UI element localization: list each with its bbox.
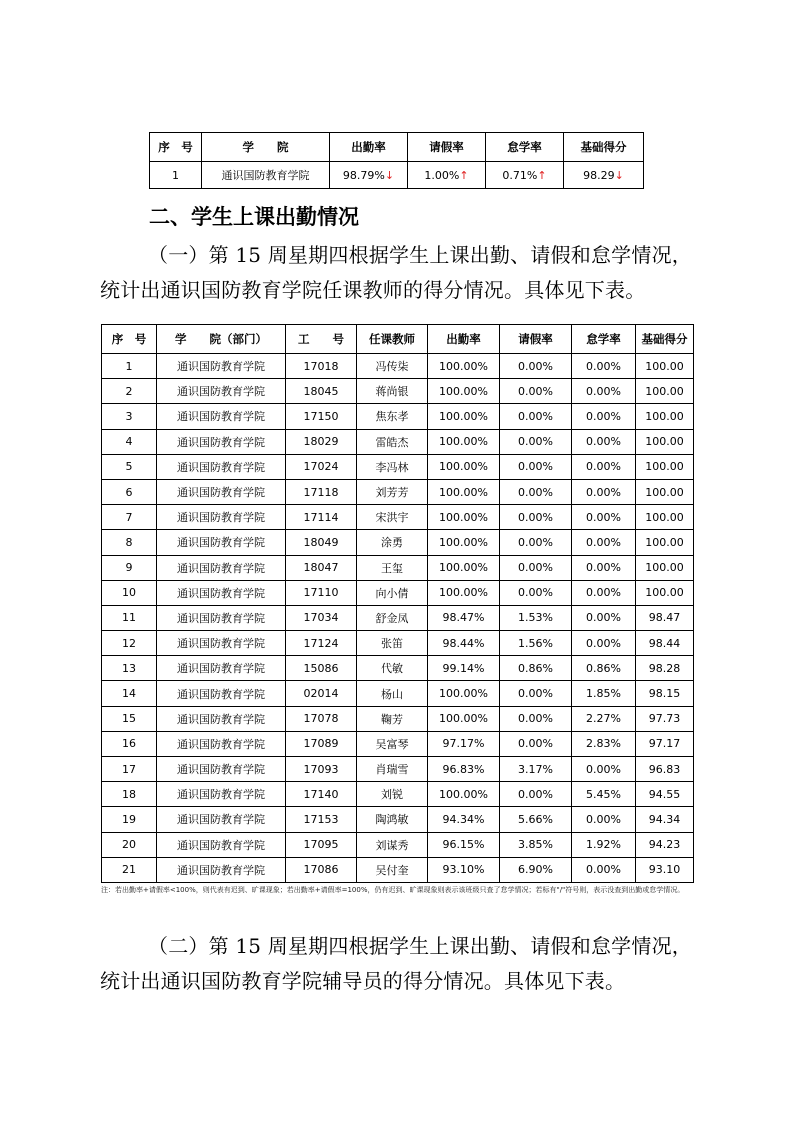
row-truancy: 0.00% bbox=[572, 605, 636, 630]
paragraph-line: 统计出通识国防教育学院任课教师的得分情况。具体见下表。 bbox=[100, 278, 646, 302]
row-truancy: 0.00% bbox=[572, 631, 636, 656]
header-staff-id: 工 号 bbox=[286, 325, 357, 354]
row-college: 通识国防教育学院 bbox=[157, 757, 286, 782]
row-attendance: 100.00% bbox=[428, 681, 500, 706]
table-row bbox=[102, 832, 694, 857]
teacher-table-body bbox=[102, 354, 694, 883]
row-staff-id: 17018 bbox=[286, 354, 357, 379]
row-attendance: 100.00% bbox=[428, 354, 500, 379]
row-index: 3 bbox=[102, 404, 157, 429]
row-truancy: 0.00% bbox=[572, 807, 636, 832]
table-row bbox=[102, 731, 694, 756]
header-attendance: 出勤率 bbox=[428, 325, 500, 354]
row-leave: 6.90% bbox=[500, 857, 572, 882]
row-attendance: 100.00% bbox=[428, 454, 500, 479]
row-truancy: 0.00% bbox=[572, 530, 636, 555]
row-leave: 0.00% bbox=[500, 429, 572, 454]
row-score: 100.00 bbox=[636, 505, 694, 530]
table-row bbox=[102, 757, 694, 782]
row-index: 4 bbox=[102, 429, 157, 454]
row-score: 98.44 bbox=[636, 631, 694, 656]
row-score: 100.00 bbox=[636, 429, 694, 454]
teacher-header-row bbox=[102, 325, 694, 354]
row-staff-id: 18049 bbox=[286, 530, 357, 555]
row-staff-id: 17034 bbox=[286, 605, 357, 630]
row-college: 通识国防教育学院 bbox=[157, 631, 286, 656]
row-attendance: 94.34% bbox=[428, 807, 500, 832]
paragraph-line: （二）第 15 周星期四根据学生上课出勤、请假和怠学情况， bbox=[148, 934, 692, 958]
row-score: 93.10 bbox=[636, 857, 694, 882]
row-truancy: 0.00% bbox=[572, 404, 636, 429]
row-teacher: 杨山 bbox=[357, 681, 428, 706]
summary-leave: 1.00% bbox=[424, 168, 460, 182]
row-leave: 0.00% bbox=[500, 731, 572, 756]
row-teacher: 涂勇 bbox=[357, 530, 428, 555]
row-attendance: 100.00% bbox=[428, 782, 500, 807]
row-college: 通识国防教育学院 bbox=[157, 580, 286, 605]
row-teacher: 代敏 bbox=[357, 656, 428, 681]
row-teacher: 刘谋秀 bbox=[357, 832, 428, 857]
row-attendance: 97.17% bbox=[428, 731, 500, 756]
row-attendance: 98.47% bbox=[428, 605, 500, 630]
table-row bbox=[102, 605, 694, 630]
row-index: 13 bbox=[102, 656, 157, 681]
header-attendance: 出勤率 bbox=[330, 133, 408, 162]
row-college: 通识国防教育学院 bbox=[157, 379, 286, 404]
row-index: 1 bbox=[102, 354, 157, 379]
row-score: 94.23 bbox=[636, 832, 694, 857]
row-score: 98.15 bbox=[636, 681, 694, 706]
row-score: 100.00 bbox=[636, 379, 694, 404]
header-index: 序 号 bbox=[150, 133, 202, 162]
summary-attendance: 98.79% bbox=[342, 168, 385, 182]
summary-truancy: 0.71% bbox=[502, 168, 538, 182]
row-leave: 0.00% bbox=[500, 479, 572, 504]
row-staff-id: 17093 bbox=[286, 757, 357, 782]
row-college: 通识国防教育学院 bbox=[157, 706, 286, 731]
summary-truancy-cell bbox=[486, 162, 564, 189]
row-attendance: 96.15% bbox=[428, 832, 500, 857]
row-index: 17 bbox=[102, 757, 157, 782]
row-truancy: 5.45% bbox=[572, 782, 636, 807]
row-score: 98.28 bbox=[636, 656, 694, 681]
table-row bbox=[102, 505, 694, 530]
row-truancy: 0.00% bbox=[572, 354, 636, 379]
row-teacher: 吴富琴 bbox=[357, 731, 428, 756]
row-truancy: 2.83% bbox=[572, 731, 636, 756]
row-score: 100.00 bbox=[636, 479, 694, 504]
row-index: 19 bbox=[102, 807, 157, 832]
table-row bbox=[102, 379, 694, 404]
row-score: 100.00 bbox=[636, 555, 694, 580]
summary-table bbox=[149, 132, 644, 189]
row-college: 通识国防教育学院 bbox=[157, 656, 286, 681]
row-index: 2 bbox=[102, 379, 157, 404]
row-college: 通识国防教育学院 bbox=[157, 429, 286, 454]
row-truancy: 0.00% bbox=[572, 505, 636, 530]
row-college: 通识国防教育学院 bbox=[157, 782, 286, 807]
row-college: 通识国防教育学院 bbox=[157, 404, 286, 429]
row-teacher: 刘锐 bbox=[357, 782, 428, 807]
row-leave: 0.86% bbox=[500, 656, 572, 681]
row-teacher: 鞠芳 bbox=[357, 706, 428, 731]
row-staff-id: 17078 bbox=[286, 706, 357, 731]
summary-row bbox=[150, 162, 644, 189]
summary-header-row bbox=[150, 133, 644, 162]
arrow-down-icon: ↓ bbox=[614, 168, 624, 182]
header-leave: 请假率 bbox=[500, 325, 572, 354]
row-teacher: 吴付奎 bbox=[357, 857, 428, 882]
row-leave: 1.53% bbox=[500, 605, 572, 630]
header-index: 序 号 bbox=[102, 325, 157, 354]
row-truancy: 0.00% bbox=[572, 479, 636, 504]
row-truancy: 0.86% bbox=[572, 656, 636, 681]
row-leave: 0.00% bbox=[500, 706, 572, 731]
row-staff-id: 15086 bbox=[286, 656, 357, 681]
row-staff-id: 17095 bbox=[286, 832, 357, 857]
row-staff-id: 18045 bbox=[286, 379, 357, 404]
row-attendance: 100.00% bbox=[428, 706, 500, 731]
row-leave: 0.00% bbox=[500, 580, 572, 605]
row-staff-id: 17024 bbox=[286, 454, 357, 479]
row-index: 9 bbox=[102, 555, 157, 580]
summary-score: 98.29 bbox=[583, 168, 615, 182]
table-row bbox=[102, 354, 694, 379]
row-index: 6 bbox=[102, 479, 157, 504]
row-staff-id: 17150 bbox=[286, 404, 357, 429]
row-index: 18 bbox=[102, 782, 157, 807]
row-attendance: 100.00% bbox=[428, 379, 500, 404]
row-index: 5 bbox=[102, 454, 157, 479]
row-attendance: 100.00% bbox=[428, 429, 500, 454]
row-teacher: 李冯林 bbox=[357, 454, 428, 479]
row-attendance: 93.10% bbox=[428, 857, 500, 882]
row-score: 100.00 bbox=[636, 454, 694, 479]
row-index: 12 bbox=[102, 631, 157, 656]
row-index: 16 bbox=[102, 731, 157, 756]
row-score: 100.00 bbox=[636, 404, 694, 429]
row-college: 通识国防教育学院 bbox=[157, 807, 286, 832]
table-row bbox=[102, 706, 694, 731]
table-row bbox=[102, 580, 694, 605]
row-index: 21 bbox=[102, 857, 157, 882]
row-attendance: 100.00% bbox=[428, 505, 500, 530]
table-row bbox=[102, 404, 694, 429]
row-staff-id: 17114 bbox=[286, 505, 357, 530]
row-leave: 0.00% bbox=[500, 530, 572, 555]
paragraph-teachers bbox=[100, 238, 700, 308]
row-leave: 1.56% bbox=[500, 631, 572, 656]
table-footnote: 注：若出勤率+请假率<100%，则代表有迟到、旷课现象；若出勤率+请假率=100%，仍有迟到、旷课现象则表示该班级只查了怠学情况；若标有"/"符号则，表示没查到出勤或怠学情况。 bbox=[101, 886, 685, 894]
row-teacher: 焦东孝 bbox=[357, 404, 428, 429]
row-college: 通识国防教育学院 bbox=[157, 530, 286, 555]
arrow-up-icon: ↑ bbox=[537, 168, 547, 182]
row-leave: 5.66% bbox=[500, 807, 572, 832]
table-row bbox=[102, 530, 694, 555]
row-attendance: 99.14% bbox=[428, 656, 500, 681]
row-score: 94.34 bbox=[636, 807, 694, 832]
row-index: 10 bbox=[102, 580, 157, 605]
row-index: 14 bbox=[102, 681, 157, 706]
row-truancy: 1.92% bbox=[572, 832, 636, 857]
table-row bbox=[102, 656, 694, 681]
row-attendance: 100.00% bbox=[428, 580, 500, 605]
row-truancy: 0.00% bbox=[572, 555, 636, 580]
row-college: 通识国防教育学院 bbox=[157, 681, 286, 706]
row-score: 100.00 bbox=[636, 580, 694, 605]
row-college: 通识国防教育学院 bbox=[157, 731, 286, 756]
row-staff-id: 17140 bbox=[286, 782, 357, 807]
section-heading: 二、学生上课出勤情况 bbox=[149, 205, 359, 229]
row-college: 通识国防教育学院 bbox=[157, 555, 286, 580]
row-attendance: 100.00% bbox=[428, 404, 500, 429]
table-row bbox=[102, 555, 694, 580]
table-row bbox=[102, 479, 694, 504]
row-score: 100.00 bbox=[636, 354, 694, 379]
row-truancy: 2.27% bbox=[572, 706, 636, 731]
header-truancy: 怠学率 bbox=[486, 133, 564, 162]
row-staff-id: 17110 bbox=[286, 580, 357, 605]
row-staff-id: 17086 bbox=[286, 857, 357, 882]
row-truancy: 0.00% bbox=[572, 429, 636, 454]
header-score: 基础得分 bbox=[636, 325, 694, 354]
row-staff-id: 17089 bbox=[286, 731, 357, 756]
row-leave: 0.00% bbox=[500, 404, 572, 429]
row-attendance: 100.00% bbox=[428, 479, 500, 504]
row-truancy: 1.85% bbox=[572, 681, 636, 706]
row-index: 7 bbox=[102, 505, 157, 530]
row-college: 通识国防教育学院 bbox=[157, 605, 286, 630]
summary-index: 1 bbox=[150, 162, 202, 189]
header-leave: 请假率 bbox=[408, 133, 486, 162]
row-leave: 0.00% bbox=[500, 555, 572, 580]
row-truancy: 0.00% bbox=[572, 379, 636, 404]
row-score: 96.83 bbox=[636, 757, 694, 782]
row-teacher: 刘芳芳 bbox=[357, 479, 428, 504]
row-college: 通识国防教育学院 bbox=[157, 505, 286, 530]
table-row bbox=[102, 681, 694, 706]
row-leave: 0.00% bbox=[500, 505, 572, 530]
row-college: 通识国防教育学院 bbox=[157, 354, 286, 379]
row-college: 通识国防教育学院 bbox=[157, 857, 286, 882]
header-college: 学 院 bbox=[202, 133, 330, 162]
summary-leave-cell bbox=[408, 162, 486, 189]
row-teacher: 舒金凤 bbox=[357, 605, 428, 630]
row-staff-id: 17153 bbox=[286, 807, 357, 832]
row-index: 20 bbox=[102, 832, 157, 857]
row-truancy: 0.00% bbox=[572, 857, 636, 882]
table-row bbox=[102, 782, 694, 807]
header-score: 基础得分 bbox=[564, 133, 644, 162]
table-row bbox=[102, 454, 694, 479]
paragraph-counselors bbox=[100, 929, 700, 999]
row-staff-id: 18029 bbox=[286, 429, 357, 454]
row-attendance: 96.83% bbox=[428, 757, 500, 782]
row-score: 98.47 bbox=[636, 605, 694, 630]
row-leave: 0.00% bbox=[500, 379, 572, 404]
row-attendance: 100.00% bbox=[428, 530, 500, 555]
row-attendance: 100.00% bbox=[428, 555, 500, 580]
header-college-dept: 学 院（部门） bbox=[157, 325, 286, 354]
row-teacher: 蒋尚银 bbox=[357, 379, 428, 404]
arrow-up-icon: ↑ bbox=[459, 168, 469, 182]
row-score: 97.17 bbox=[636, 731, 694, 756]
arrow-down-icon: ↓ bbox=[384, 168, 395, 182]
summary-attendance-cell bbox=[330, 162, 408, 189]
table-row bbox=[102, 631, 694, 656]
row-teacher: 雷皓杰 bbox=[357, 429, 428, 454]
row-truancy: 0.00% bbox=[572, 454, 636, 479]
table-row bbox=[102, 807, 694, 832]
row-teacher: 宋洪宇 bbox=[357, 505, 428, 530]
row-truancy: 0.00% bbox=[572, 757, 636, 782]
row-leave: 3.85% bbox=[500, 832, 572, 857]
summary-college: 通识国防教育学院 bbox=[202, 162, 330, 189]
row-leave: 0.00% bbox=[500, 454, 572, 479]
row-teacher: 王玺 bbox=[357, 555, 428, 580]
row-staff-id: 18047 bbox=[286, 555, 357, 580]
row-leave: 0.00% bbox=[500, 354, 572, 379]
row-teacher: 张笛 bbox=[357, 631, 428, 656]
row-college: 通识国防教育学院 bbox=[157, 479, 286, 504]
header-teacher: 任课教师 bbox=[357, 325, 428, 354]
header-truancy: 怠学率 bbox=[572, 325, 636, 354]
teacher-score-table bbox=[101, 324, 694, 883]
row-leave: 0.00% bbox=[500, 782, 572, 807]
row-index: 11 bbox=[102, 605, 157, 630]
row-leave: 0.00% bbox=[500, 681, 572, 706]
summary-score-cell bbox=[564, 162, 644, 189]
row-score: 94.55 bbox=[636, 782, 694, 807]
row-staff-id: 02014 bbox=[286, 681, 357, 706]
row-staff-id: 17118 bbox=[286, 479, 357, 504]
row-score: 100.00 bbox=[636, 530, 694, 555]
row-teacher: 冯传柒 bbox=[357, 354, 428, 379]
row-index: 8 bbox=[102, 530, 157, 555]
row-teacher: 肖瑞雪 bbox=[357, 757, 428, 782]
row-score: 97.73 bbox=[636, 706, 694, 731]
row-index: 15 bbox=[102, 706, 157, 731]
row-leave: 3.17% bbox=[500, 757, 572, 782]
row-attendance: 98.44% bbox=[428, 631, 500, 656]
paragraph-line: 统计出通识国防教育学院辅导员的得分情况。具体见下表。 bbox=[100, 969, 626, 993]
row-truancy: 0.00% bbox=[572, 580, 636, 605]
table-row bbox=[102, 857, 694, 882]
paragraph-line: （一）第 15 周星期四根据学生上课出勤、请假和怠学情况， bbox=[148, 243, 692, 267]
row-college: 通识国防教育学院 bbox=[157, 454, 286, 479]
row-teacher: 向小倩 bbox=[357, 580, 428, 605]
row-teacher: 陶鸿敏 bbox=[357, 807, 428, 832]
table-row bbox=[102, 429, 694, 454]
row-college: 通识国防教育学院 bbox=[157, 832, 286, 857]
row-staff-id: 17124 bbox=[286, 631, 357, 656]
